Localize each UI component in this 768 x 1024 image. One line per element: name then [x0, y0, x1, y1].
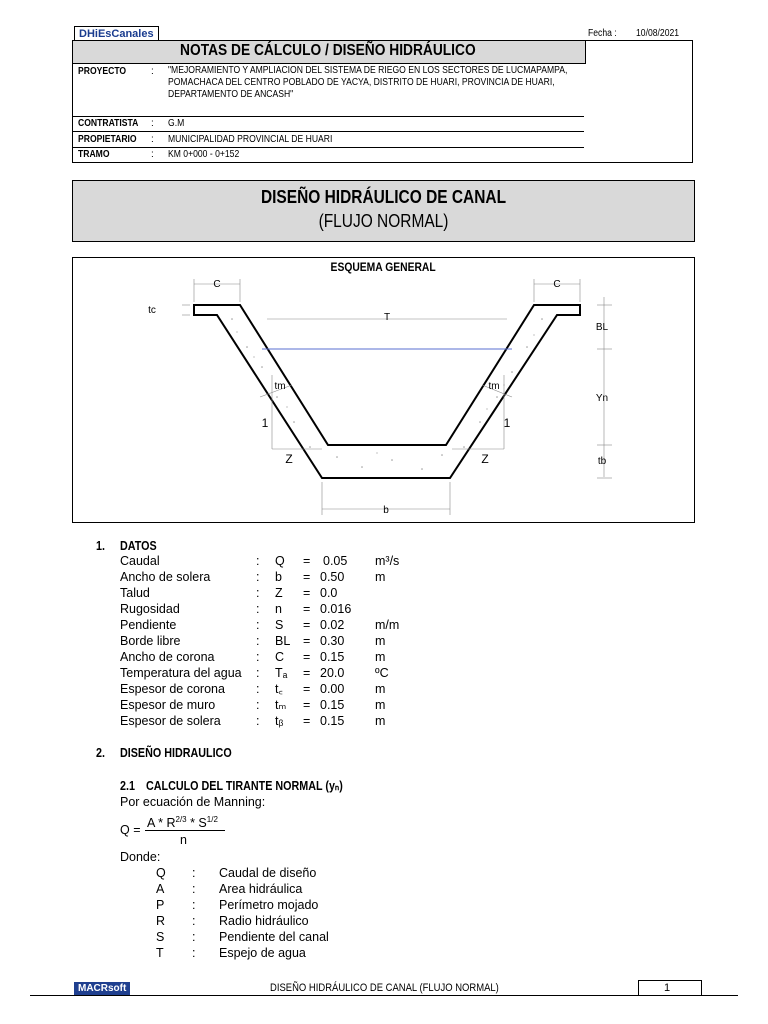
definition-row: P : Perímetro mojado — [156, 898, 319, 912]
propietario-sep: : — [151, 134, 154, 145]
propietario-value: MUNICIPALIDAD PROVINCIAL DE HUARI — [168, 134, 333, 145]
definition-row: A : Area hidráulica — [156, 882, 303, 896]
footer-page-number: 1 — [664, 982, 671, 994]
propietario-label: PROPIETARIO — [78, 134, 137, 145]
formula-numerator: A * $R^{2/3} * S^{1/2}$ — [147, 815, 218, 831]
label-tc: tc — [148, 305, 156, 316]
proyecto-value: "MEJORAMIENTO Y AMPLIACION DEL SISTEMA DE RIEGO EN LOS SECTORES DE LUCMAPAMPA, POMACHACA DEL CENTRO POBLADO DE YACYA, DISTRITO DE HUARI, PROVINCIA DE HUARI, DEPARTAMENTO DE ANCASH" — [168, 65, 568, 100]
datos-row: Borde libre : BL = 0.30 m — [120, 634, 386, 648]
label-c-left: C — [213, 279, 221, 290]
tramo-sep: : — [151, 149, 154, 160]
section1-number: 1. — [96, 539, 105, 553]
label-z-right: Z — [481, 452, 489, 466]
tramo-value: KM 0+000 - 0+152 — [168, 149, 240, 160]
design-subtitle: (FLUJO NORMAL) — [318, 211, 449, 231]
datos-row: Caudal : Q = 0.05 m³/s — [120, 554, 400, 568]
section2-title: DISEÑO HIDRAULICO — [120, 746, 232, 760]
proyecto-sep: : — [151, 66, 154, 77]
datos-row: Rugosidad : n = 0.016 — [120, 602, 352, 616]
subsection-number: 2.1 — [120, 779, 135, 793]
definition-row: R : Radio hidráulico — [156, 914, 309, 928]
header-right-box — [584, 41, 693, 163]
design-title: DISEÑO HIDRÁULICO DE CANAL — [260, 187, 507, 207]
label-t: T — [383, 312, 391, 323]
formula-fraction-bar — [145, 830, 225, 831]
datos-row: Pendiente : S = 0.02 m/m — [120, 618, 400, 632]
datos-row: Espesor de muro : tₘ = 0.15 m — [120, 698, 386, 712]
datos-row: Temperatura del agua : Tₐ = 20.0 ºC — [120, 666, 389, 680]
footer-logo: MACRsoft — [74, 982, 130, 995]
contratista-sep: : — [151, 118, 154, 129]
formula-lhs: Q = — [120, 823, 141, 837]
label-yn: Yn — [595, 393, 609, 404]
row-divider-3 — [72, 147, 584, 148]
label-bl: BL — [595, 322, 609, 333]
canal-section-outline — [194, 305, 580, 478]
schema-title: ESQUEMA GENERAL — [330, 260, 437, 274]
donde-label: Donde: — [120, 850, 161, 864]
footer-rule — [30, 995, 738, 996]
label-b: b — [383, 505, 389, 516]
datos-row: Espesor de corona : t꜀ = 0.00 m — [120, 682, 386, 696]
date-label: Fecha : — [588, 28, 617, 39]
datos-row: Talud : Z = 0.0 — [120, 586, 338, 600]
contratista-value: G.M — [168, 118, 185, 129]
footer-text: DISEÑO HIDRÁULICO DE CANAL (FLUJO NORMAL) — [270, 982, 499, 994]
logo-text: DHiEsCanales — [79, 28, 154, 40]
label-c-right: C — [553, 279, 561, 290]
row-divider-2 — [72, 131, 584, 132]
label-tm-left: tm — [274, 381, 286, 392]
definition-row: T : Espejo de agua — [156, 946, 306, 960]
contratista-label: CONTRATISTA — [78, 118, 139, 129]
label-tm-right: tm — [488, 381, 500, 392]
section2-number: 2. — [96, 746, 105, 760]
header-title: NOTAS DE CÁLCULO / DISEÑO HIDRÁULICO — [180, 42, 476, 59]
row-divider-1 — [72, 116, 584, 117]
tramo-label: TRAMO — [78, 149, 110, 160]
datos-row: Ancho de corona : C = 0.15 m — [120, 650, 386, 664]
proyecto-label: PROYECTO — [78, 66, 127, 77]
canal-schema-diagram — [72, 257, 695, 523]
definition-row: Q : Caudal de diseño — [156, 866, 317, 880]
section1-title: DATOS — [120, 539, 157, 553]
formula-denominator: n — [180, 833, 187, 847]
datos-row: Espesor de solera : tᵦ = 0.15 m — [120, 714, 386, 728]
definition-row: S : Pendiente del canal — [156, 930, 329, 944]
label-one-left: 1 — [261, 416, 269, 430]
label-one-right: 1 — [503, 416, 511, 430]
label-z-left: Z — [285, 452, 293, 466]
datos-row: Ancho de solera : b = 0.50 m — [120, 570, 386, 584]
date-value: 10/08/2021 — [636, 28, 680, 39]
row-divider-4 — [72, 162, 584, 163]
subsection-title: CALCULO DEL TIRANTE NORMAL (yₙ) — [146, 779, 343, 793]
label-tb: tb — [597, 456, 607, 467]
manning-intro: Por ecuación de Manning: — [120, 795, 266, 809]
